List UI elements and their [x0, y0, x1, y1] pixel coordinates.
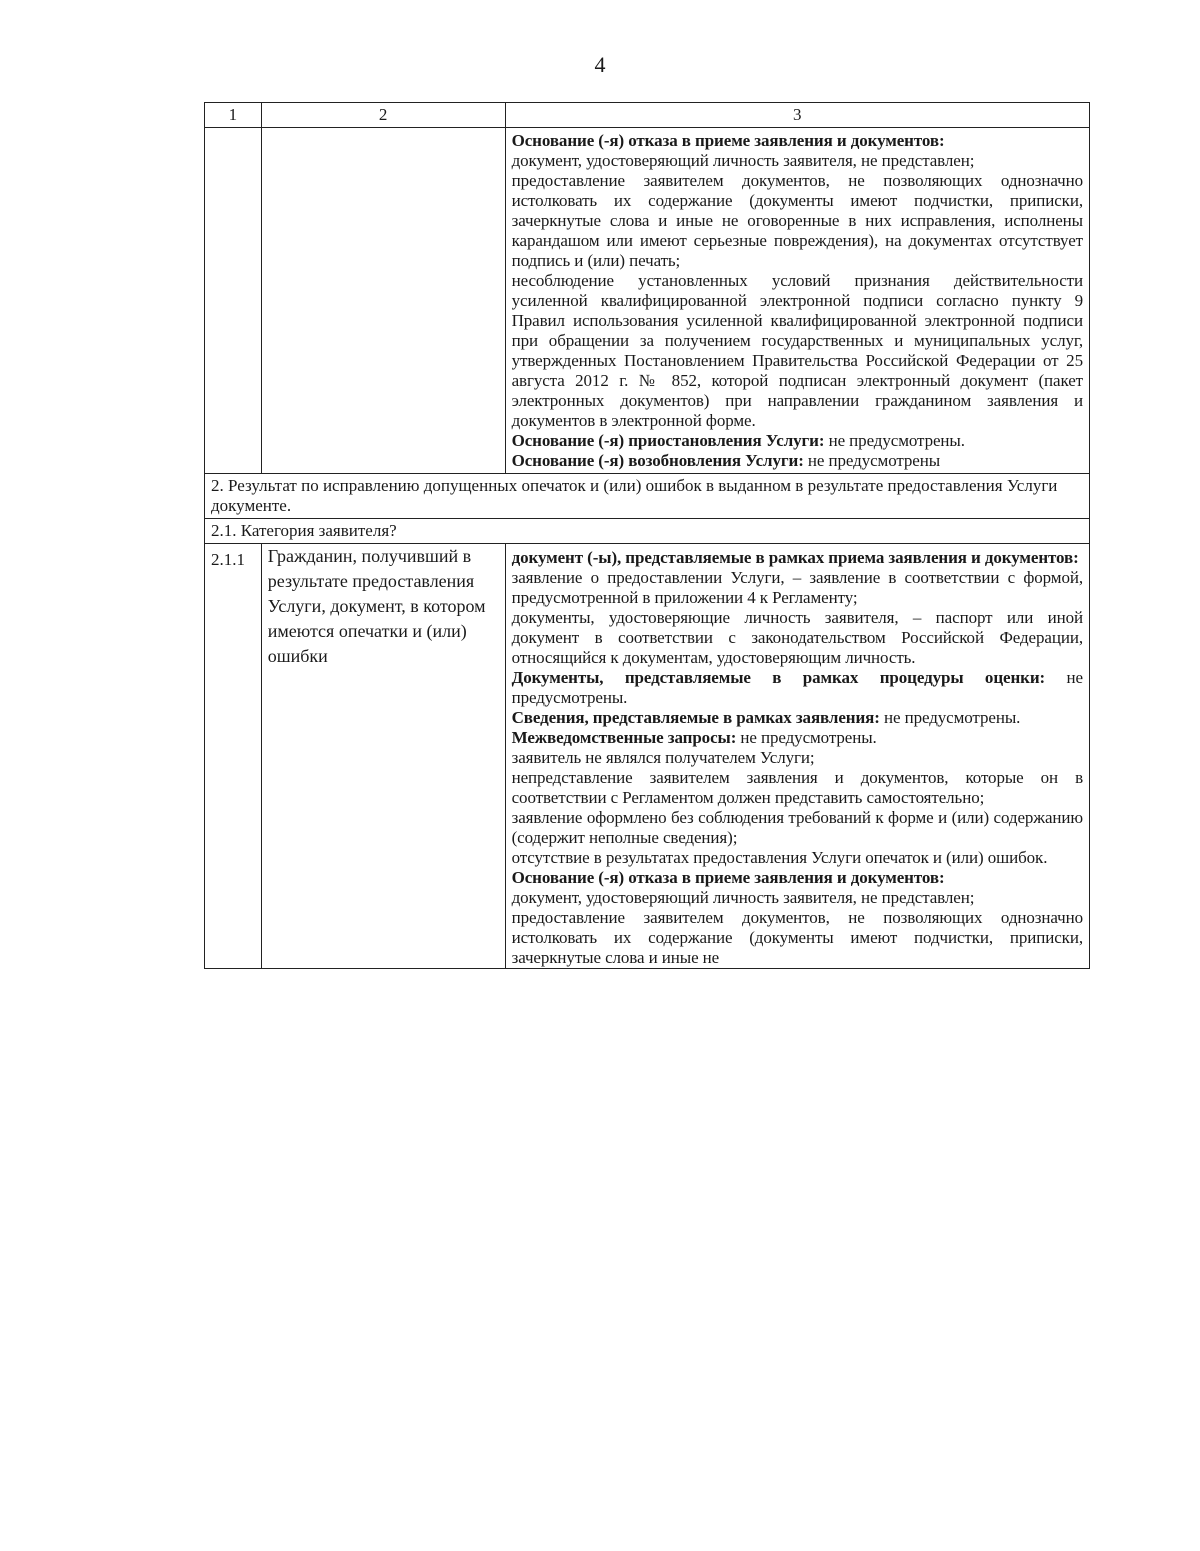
content-paragraph — [512, 868, 1083, 888]
paragraph-text: не предусмотрены — [803, 451, 941, 470]
paragraph-lead: Основание (-я) отказа в приеме заявления и документов: — [511, 131, 945, 150]
header-col-3: 3 — [505, 103, 1089, 128]
paragraph-text: предоставление заявителем документов, не позволяющих однозначно истолковать их содержание (документы имеют подчистки, приписки, зачеркнутые слова и иные не оговоренные в них исправления, исполнены карандашом или имеют серьезные повреждения), на документах отсутствует подпись и (или) печать; — [511, 171, 1083, 270]
paragraph-text: не предусмотрены. — [824, 431, 965, 450]
content-paragraph — [512, 431, 1083, 451]
content-paragraph — [512, 451, 1083, 471]
paragraph-lead: Межведомственные запросы: — [511, 728, 737, 747]
row1-content-cell — [505, 128, 1089, 474]
table-row-continuation — [205, 128, 1090, 474]
paragraph-lead: Основание (-я) приостановления Услуги: — [511, 431, 825, 450]
row1-category-cell — [261, 128, 505, 474]
header-col-2: 2 — [261, 103, 505, 128]
paragraph-text: документ, удостоверяющий личность заявителя, не представлен; — [511, 888, 975, 907]
content-paragraph — [512, 748, 1083, 768]
content-paragraph — [512, 708, 1083, 728]
paragraph-text: заявление оформлено без соблюдения требований к форме и (или) содержанию (содержит неполные сведения); — [511, 808, 1083, 847]
content-paragraph — [512, 808, 1083, 848]
content-paragraph — [512, 908, 1083, 968]
table-row-2-1-1 — [205, 544, 1090, 969]
content-paragraph — [512, 768, 1083, 808]
paragraph-text: заявитель не являлся получателем Услуги; — [511, 748, 815, 767]
paragraph-text: непредставление заявителем заявления и документов, которые он в соответствии с Регламентом должен представить самостоятельно; — [511, 768, 1083, 807]
paragraph-lead: Документы, представляемые в рамках процедуры оценки: — [511, 668, 1046, 687]
content-paragraph — [512, 271, 1083, 431]
content-paragraph — [512, 171, 1083, 271]
paragraph-text: предоставление заявителем документов, не позволяющих однозначно истолковать их содержание (документы имеют подчистки, приписки, зачеркнутые слова и иные не — [511, 908, 1083, 967]
page-number: 4 — [594, 52, 606, 77]
section-title-row — [205, 474, 1090, 519]
row1-number-cell — [205, 128, 262, 474]
content-paragraph — [512, 131, 1083, 151]
category-title: 2.1. Категория заявителя? — [205, 519, 1090, 544]
content-paragraph — [512, 548, 1083, 568]
paragraph-lead: Сведения, представляемые в рамках заявления: — [511, 708, 880, 727]
header-col-1: 1 — [205, 103, 262, 128]
row2-content-cell — [505, 544, 1089, 969]
content-paragraph — [512, 151, 1083, 171]
paragraph-lead: Основание (-я) отказа в приеме заявления и документов: — [511, 868, 945, 887]
paragraph-text: отсутствие в результатах предоставления Услуги опечаток и (или) ошибок. — [511, 848, 1048, 867]
content-paragraph — [512, 568, 1083, 608]
paragraph-lead: документ (-ы), представляемые в рамках приема заявления и документов: — [511, 548, 1079, 567]
row2-category-cell: Гражданин, получивший в результате предоставления Услуги, документ, в котором имеются опечатки и (или) ошибки — [261, 544, 505, 969]
paragraph-text: не предусмотрены. — [879, 708, 1021, 727]
content-paragraph — [512, 608, 1083, 668]
content-paragraph — [512, 728, 1083, 748]
content-paragraph — [512, 888, 1083, 908]
paragraph-text: не предусмотрены. — [736, 728, 877, 747]
section-title: 2. Результат по исправлению допущенных опечаток и (или) ошибок в выданном в результате предоставления Услуги документе. — [205, 474, 1090, 519]
row2-number-cell: 2.1.1 — [205, 544, 262, 969]
paragraph-text: не предусмотрены. — [511, 668, 1083, 707]
paragraph-text: документы, удостоверяющие личность заявителя, – паспорт или иной документ в соответствии с законодательством Российской Федерации, относящийся к документам, удостоверяющим личность. — [511, 608, 1083, 667]
paragraph-text: заявление о предоставлении Услуги, – заявление в соответствии с формой, предусмотренной в приложении 4 к Регламенту; — [511, 568, 1083, 607]
content-paragraph — [512, 848, 1083, 868]
category-title-row — [205, 519, 1090, 544]
document-table — [204, 102, 1090, 969]
table-header-row — [205, 103, 1090, 128]
content-paragraph — [512, 668, 1083, 708]
paragraph-text: документ, удостоверяющий личность заявителя, не представлен; — [511, 151, 975, 170]
paragraph-lead: Основание (-я) возобновления Услуги: — [511, 451, 804, 470]
paragraph-text: несоблюдение установленных условий признания действительности усиленной квалифицированной электронной подписи согласно пункту 9 Правил использования усиленной квалифицированной электронной подписи при обращении за получением государственных и муниципальных услуг, утвержденных Постановлением Правительства Российской Федерации от 25 августа 2012 г. № 852, которой подписан электронный документ (пакет электронных документов) при направлении гражданином заявления и документов в электронной форме. — [511, 271, 1083, 430]
